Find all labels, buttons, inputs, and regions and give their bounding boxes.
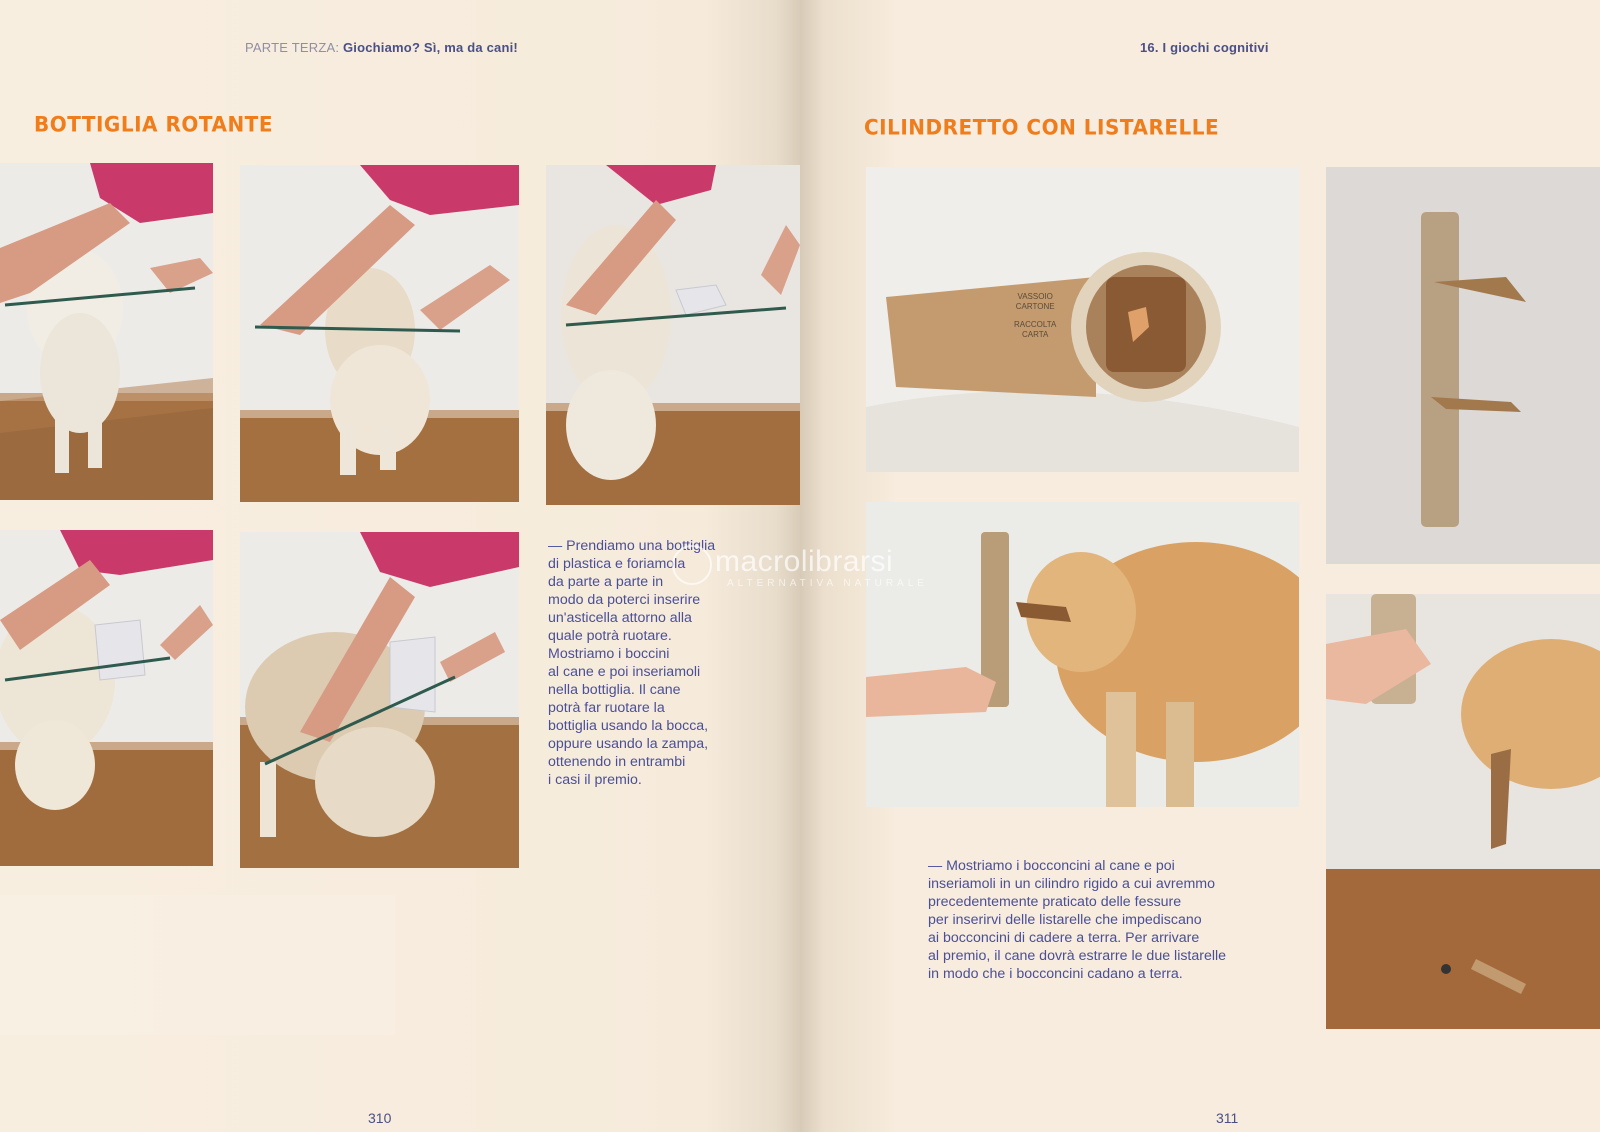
photo-cylinder-standing [1326, 167, 1600, 564]
bottiglia-instructions: — Prendiamo una bottiglia di plastica e foriamola da parte a parte in modo da poterci inserire un'asticella attorno alla quale potrà ruotare. Mostriamo i boccini al cane e poi inseriamoli nella bottiglia. Il cane potrà far ruotare la bottiglia usando la bocca, oppure usando la zampa, ottenendo in entrambi i casi il premio. [548, 538, 716, 788]
photo-bottle-step-4 [0, 530, 213, 866]
watermark-tagline: ALTERNATIVA NATURALE [727, 578, 928, 589]
page-number-left: 310 [368, 1110, 392, 1126]
right-running-head [1140, 40, 1269, 55]
section-title-cilindretto: CILINDRETTO CON LISTARELLE [864, 114, 1220, 140]
photo-cylinder-treat [866, 167, 1299, 472]
right-page [800, 0, 1600, 1132]
part-title: Giochiamo? Sì, ma da cani! [342, 40, 518, 55]
photo-dog-pulling-strips [866, 502, 1299, 807]
photo-bottle-step-1 [0, 163, 213, 500]
box-recycle-label: VASSOIO CARTONE RACCOLTA CARTA [1014, 292, 1057, 339]
page-number-right: 311 [1216, 1110, 1239, 1126]
section-title-bottiglia: BOTTIGLIA ROTANTE [34, 111, 273, 137]
photo-bottle-step-2 [240, 165, 519, 502]
left-running-head [245, 40, 518, 55]
cilindretto-instructions: — Mostriamo i bocconcini al cane e poi inseriamoli in un cilindro rigido a cui avremmo precedentemente praticato delle fessure per inserirvi delle listarelle che impediscano ai bocconcini di cadere a terra. Per arrivare al premio, il cane dovrà estrarre le due listarelle in modo che i bocconcini cadano a terra. [928, 858, 1227, 982]
photo-bottle-step-3 [546, 165, 800, 505]
chapter-title: 16. I giochi cognitivi [1140, 40, 1269, 55]
watermark-brand: macrolibrarsi [715, 545, 894, 578]
photo-bottle-step-5 [240, 532, 519, 868]
faint-show-through [0, 895, 395, 1035]
part-label: PARTE TERZA: [245, 40, 340, 55]
watermark-logo-icon [672, 545, 712, 585]
photo-dog-strip-floor [1326, 594, 1600, 1029]
